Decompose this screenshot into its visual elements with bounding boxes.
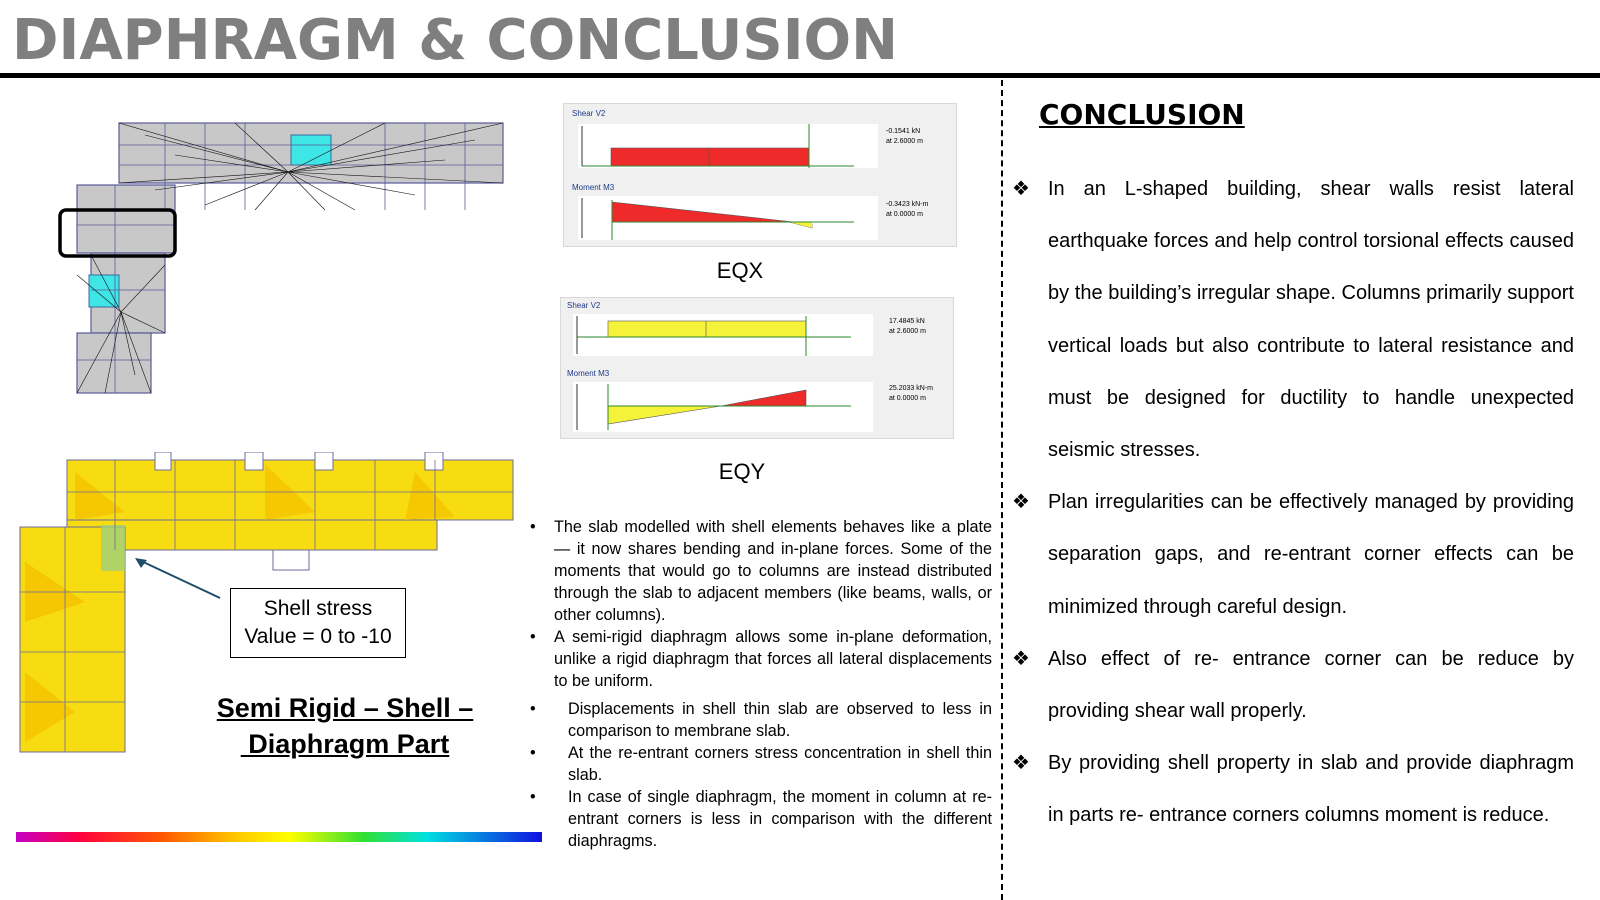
semi-rigid-title-line2: Diaphragm Part bbox=[240, 729, 450, 759]
conclusion-list bbox=[1012, 163, 1574, 842]
eqx-force-diagram bbox=[563, 103, 957, 247]
eqx-moment-value: -0.3423 kN-m bbox=[886, 201, 929, 208]
note-item: • At the re-entrant corners stress concentration in shell thin slab. bbox=[528, 742, 992, 786]
eqy-moment-label: Moment M3 bbox=[567, 369, 610, 378]
conclusion-point bbox=[1012, 476, 1574, 633]
eqy-moment-value: 25.2033 kN-m bbox=[889, 385, 933, 392]
conclusion-point bbox=[1012, 633, 1574, 737]
eqy-shear-value: 17.4845 kN bbox=[889, 318, 925, 325]
conclusion-text: Also effect of re- entrance corner can be reduce by providing shear wall properly. bbox=[1048, 647, 1574, 723]
note-item: • In case of single diaphragm, the moment in column at re-entrant corners is less in comparison with the different diaphragms. bbox=[528, 786, 992, 852]
eqx-caption: EQX bbox=[716, 258, 764, 283]
semi-rigid-title bbox=[200, 690, 490, 762]
conclusion-point bbox=[1012, 737, 1574, 841]
conclusion-text: Plan irregularities can be effectively managed by providing separation gaps, and re-entrant corner effects can be minimized through careful design. bbox=[1048, 491, 1574, 618]
eqx-shear-label: Shear V2 bbox=[572, 109, 606, 118]
eqx-shear-value: -0.1541 kN bbox=[886, 128, 921, 135]
semi-rigid-title-line1: Semi Rigid – Shell – bbox=[216, 693, 474, 723]
note-item: • A semi-rigid diaphragm allows some in-plane deformation, unlike a rigid diaphragm that forces all lateral displacements to be uniform. bbox=[528, 626, 992, 692]
note-item: • The slab modelled with shell elements behaves like a plate — it now shares bending and in-plane forces. Some of the moments that would go to columns are instead distributed through the slab to adjacent members (like beams, walls, or other columns). bbox=[528, 516, 992, 626]
eqy-shear-label: Shear V2 bbox=[567, 301, 601, 310]
diamond-bullet-icon: ❖ bbox=[1012, 752, 1030, 775]
note-item: • Displacements in shell thin slab are observed to less in comparison to membrane slab. bbox=[528, 698, 992, 742]
eqy-force-diagram bbox=[560, 297, 954, 439]
shell-stress-line1: Shell stress bbox=[263, 597, 373, 620]
diamond-bullet-icon: ❖ bbox=[1012, 647, 1030, 670]
slide-title: DIAPHRAGM & CONCLUSION bbox=[12, 8, 899, 73]
eqy-caption: EQY bbox=[718, 459, 766, 484]
eqx-moment-label: Moment M3 bbox=[572, 183, 615, 192]
diaphragm-notes bbox=[528, 516, 992, 852]
shell-stress-callout bbox=[230, 588, 406, 658]
eqx-shear-at: at 2.6000 m bbox=[886, 138, 923, 145]
diamond-bullet-icon: ❖ bbox=[1012, 178, 1030, 200]
conclusion-point bbox=[1012, 163, 1574, 476]
conclusion-text: In an L-shaped building, shear walls resist lateral earthquake forces and help control torsional effects caused by the building’s irregular shape. Columns primarily support vertical loads but also contribute to lateral resistance and must be designed for ductility to handle unexpected seismic stresses. bbox=[1048, 178, 1574, 462]
title-rule bbox=[0, 73, 1600, 78]
shell-stress-line2: Value = 0 to -10 bbox=[244, 625, 392, 648]
eqy-moment-at: at 0.0000 m bbox=[889, 395, 926, 402]
vertical-dashed-divider bbox=[1001, 80, 1003, 900]
diamond-bullet-icon: ❖ bbox=[1012, 491, 1030, 514]
rigid-diaphragm-plan bbox=[55, 115, 515, 405]
contour-color-scale bbox=[16, 832, 542, 842]
conclusion-heading: CONCLUSION bbox=[1039, 98, 1245, 131]
eqy-shear-at: at 2.6000 m bbox=[889, 328, 926, 335]
conclusion-text: By providing shell property in slab and provide diaphragm in parts re- entrance corners columns moment is reduce. bbox=[1048, 752, 1574, 827]
eqx-moment-at: at 0.0000 m bbox=[886, 211, 923, 218]
